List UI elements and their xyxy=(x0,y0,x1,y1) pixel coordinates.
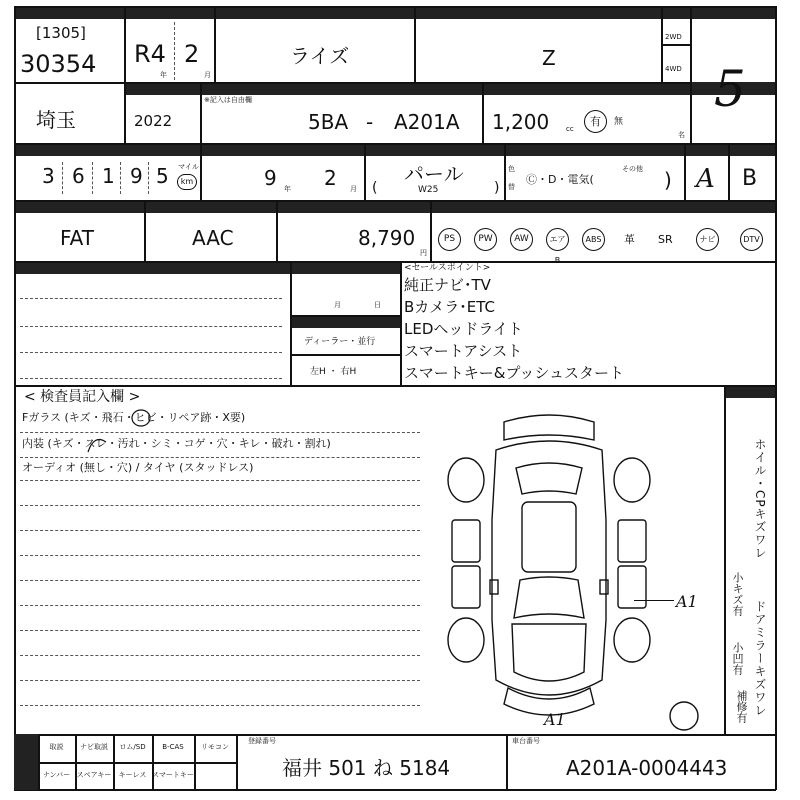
spare-tire-icon xyxy=(664,696,704,736)
interior-score: A xyxy=(696,164,715,194)
shift-type: FAT xyxy=(60,226,95,250)
steering-option: 左H ・ 右H xyxy=(310,367,357,377)
equipment-aw: AW xyxy=(510,228,533,251)
damage-pointer-line xyxy=(634,600,674,601)
turbo-no: 無 xyxy=(614,117,624,127)
paint-other-label: その他 xyxy=(622,165,643,173)
lot-number: 30354 xyxy=(20,50,97,78)
equipment-navi: ナビ xyxy=(696,228,719,251)
repaint-label-2: 替 xyxy=(508,183,515,191)
mile-label: マイル xyxy=(178,163,199,171)
damage-mark-front: A1 xyxy=(544,710,566,729)
model-name: ライズ xyxy=(290,44,350,68)
drive-4wd: 4WD xyxy=(665,65,682,73)
sales-point-item: 純正ナビ･TV xyxy=(404,276,491,294)
recycle-fee: 8,790 xyxy=(358,226,416,250)
sales-points-title: <セールスポイント> xyxy=(404,263,491,273)
footer-smart-key: スマートキー xyxy=(152,771,194,779)
footer-manual: 取説 xyxy=(49,743,64,751)
date-day-unit: 日 xyxy=(374,301,381,309)
footer-label-block xyxy=(14,734,38,790)
car-condition-diagram xyxy=(434,410,664,730)
plate-label: 登録番号 xyxy=(248,737,276,745)
model-code: A201A xyxy=(394,110,460,134)
first-reg-month: 2 xyxy=(184,40,200,68)
mileage-digit: 3 xyxy=(42,164,55,188)
damage-mark-side: A1 xyxy=(676,592,698,611)
mileage-digit: 1 xyxy=(102,164,115,188)
side-note-small-scratch: 小キズ有 xyxy=(731,572,744,616)
grade: Z xyxy=(542,46,556,70)
inspector-line-audio: オーディオ (無し・穴) / タイヤ (スタッドレス) xyxy=(22,461,254,474)
inspector-title: < 検査員記入欄 > xyxy=(24,389,141,405)
chassis-number: A201A-0004443 xyxy=(566,756,728,780)
cc-unit: cc xyxy=(566,125,574,133)
color-code: W25 xyxy=(418,185,439,195)
km-unit: km xyxy=(177,174,197,190)
date-month-unit: 月 xyxy=(334,301,341,309)
lot-code: [1305] xyxy=(36,24,86,42)
capacity-unit: 名 xyxy=(678,131,685,139)
sales-point-item: Bカメラ･ETC xyxy=(404,298,496,316)
yen-unit: 円 xyxy=(420,249,427,257)
mileage-digit: 6 xyxy=(72,164,85,188)
equipment-dtv: DTV xyxy=(740,228,763,251)
inspector-line-glass: Fガラス (キズ・飛石・ヒビ・リペア跡・X要) xyxy=(22,411,246,424)
chassis-label: 車台番号 xyxy=(512,737,540,745)
shaken-year: 9 xyxy=(264,166,277,190)
equipment-abs: ABS xyxy=(582,228,605,251)
equipment-sunroof: SR xyxy=(658,233,673,246)
color-name: パール xyxy=(404,162,464,186)
exterior-score: B xyxy=(742,166,758,191)
displacement: 1,200 xyxy=(492,110,550,134)
footer-rom-sd: ロム/SD xyxy=(119,743,146,751)
footer-navi-manual: ナビ取説 xyxy=(80,743,108,751)
footer-bcas: B-CAS xyxy=(162,743,184,751)
shaken-month: 2 xyxy=(324,166,337,190)
turbo-yes: 有 xyxy=(584,110,607,133)
mileage-digit: 5 xyxy=(156,164,169,188)
free-note-label: ※記入は自由欄 xyxy=(204,96,252,104)
equipment-pw: PW xyxy=(474,228,497,251)
footer-keyless: キーレス xyxy=(118,771,147,779)
shaken-year-unit: 年 xyxy=(284,185,291,193)
mileage-digit: 9 xyxy=(130,164,143,188)
color-paren-open: ( xyxy=(372,180,378,196)
auction-sheet xyxy=(14,6,776,790)
side-note-mirror: ドアミラーキズワレ xyxy=(753,600,767,717)
footer-remote: リモコン xyxy=(201,743,229,751)
code-separator: - xyxy=(366,110,374,134)
engine-code: 5BA xyxy=(308,110,349,134)
inspector-line-interior: 内装 (キズ・スレ・汚れ・シミ・コゲ・穴・キレ・破れ・割れ) xyxy=(22,437,331,450)
footer-spare-key: スペアキー xyxy=(76,771,112,779)
sales-point-item: LEDヘッドライト xyxy=(404,320,523,338)
equipment-ps: PS xyxy=(438,228,461,251)
footer-plate: ナンバー xyxy=(42,771,71,779)
drive-2wd: 2WD xyxy=(665,33,682,41)
era-year: R4 xyxy=(134,40,166,68)
equipment-airbag: エアB xyxy=(546,228,569,251)
side-note-repaired: 補修有 xyxy=(735,690,748,723)
equipment-leather: 革 xyxy=(624,233,635,246)
shaken-month-unit: 月 xyxy=(350,185,357,193)
repaint-label-1: 色 xyxy=(508,165,515,173)
overall-score: 5 xyxy=(714,60,746,118)
plate-number: 福井 501 ね 5184 xyxy=(282,756,451,780)
paint-paren-close: ) xyxy=(664,168,672,192)
region: 埼玉 xyxy=(36,108,76,132)
sales-point-item: スマートキー&プッシュスタート xyxy=(404,364,625,382)
first-reg-year: 2022 xyxy=(134,112,173,130)
year-unit: 年 xyxy=(160,71,167,79)
month-unit: 月 xyxy=(204,71,211,79)
sales-point-item: スマートアシスト xyxy=(404,342,523,360)
import-option: ディーラー・並行 xyxy=(304,337,376,347)
color-paren-close: ) xyxy=(494,180,500,196)
aircon-type: AAC xyxy=(192,226,234,250)
side-note-small-dent: 小凹有 xyxy=(731,642,744,675)
paint-options: Ⓒ・D・電気( xyxy=(526,173,594,186)
side-note-wheel: ホイル・CPキズワレ xyxy=(753,438,767,560)
